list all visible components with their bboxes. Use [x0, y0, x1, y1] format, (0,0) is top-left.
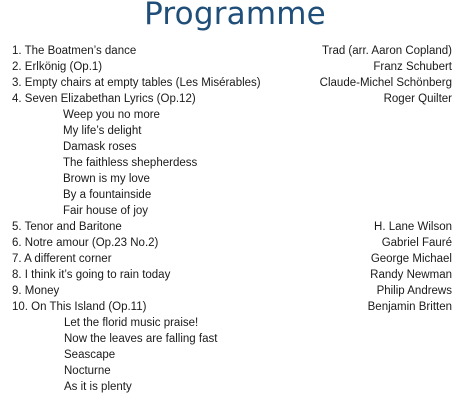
programme-item	[12, 299, 452, 315]
song-title: My life’s delight	[63, 125, 142, 137]
programme-item	[12, 251, 452, 267]
song-title: Now the leaves are falling fast	[64, 333, 218, 345]
song-item	[12, 123, 452, 139]
song-title: Weep you no more	[63, 109, 160, 121]
song-title: Fair house of joy	[63, 205, 149, 217]
song-title: Seascape	[64, 349, 116, 361]
song-item	[12, 187, 452, 203]
composer-name: Franz Schubert	[373, 61, 452, 73]
song-item	[12, 379, 452, 395]
song-item	[12, 315, 452, 331]
programme-item	[12, 267, 452, 283]
work-title: 8. I think it’s going to rain today	[12, 269, 171, 281]
programme-item	[12, 75, 452, 91]
programme-list	[12, 43, 452, 395]
composer-name: Gabriel Fauré	[381, 237, 452, 249]
song-title: Let the florid music praise!	[64, 317, 199, 329]
work-title: 4. Seven Elizabethan Lyrics (Op.12)	[12, 93, 196, 105]
song-item	[12, 203, 452, 219]
song-item	[12, 347, 452, 363]
song-item	[12, 155, 452, 171]
programme-item	[12, 43, 452, 59]
composer-name: Trad (arr. Aaron Copland)	[322, 45, 452, 57]
page-title: Programme	[144, 0, 326, 32]
programme-item	[12, 235, 452, 251]
composer-name: Randy Newman	[370, 269, 452, 281]
song-item	[12, 171, 452, 187]
composer-name: Philip Andrews	[376, 285, 452, 297]
work-title: 9. Money	[12, 285, 60, 297]
composer-name: H. Lane Wilson	[374, 221, 452, 233]
programme-item	[12, 59, 452, 75]
programme-item	[12, 283, 452, 299]
composer-name: George Michael	[370, 253, 452, 265]
work-title: 5. Tenor and Baritone	[12, 221, 122, 233]
work-title: 7. A different corner	[12, 253, 112, 265]
song-title: Nocturne	[64, 365, 111, 377]
song-title: The faithless shepherdess	[63, 157, 198, 169]
song-item	[12, 139, 452, 155]
song-item	[12, 107, 452, 123]
work-title: 6. Notre amour (Op.23 No.2)	[12, 237, 159, 249]
song-title: Brown is my love	[63, 173, 150, 185]
programme-item	[12, 219, 452, 235]
work-title: 1. The Boatmen’s dance	[12, 45, 137, 57]
composer-name: Roger Quilter	[383, 93, 452, 105]
work-title: 2. Erlkönig (Op.1)	[12, 61, 103, 73]
programme-item	[12, 91, 452, 107]
composer-name: Claude-Michel Schönberg	[319, 77, 452, 89]
song-title: By a fountainside	[63, 189, 152, 201]
song-item	[12, 363, 452, 379]
work-title: 10. On This Island (Op.11)	[12, 301, 147, 313]
composer-name: Benjamin Britten	[367, 301, 452, 313]
song-title: Damask roses	[63, 141, 137, 153]
work-title: 3. Empty chairs at empty tables (Les Misérables)	[12, 77, 261, 89]
song-item	[12, 331, 452, 347]
song-title: As it is plenty	[64, 381, 132, 393]
